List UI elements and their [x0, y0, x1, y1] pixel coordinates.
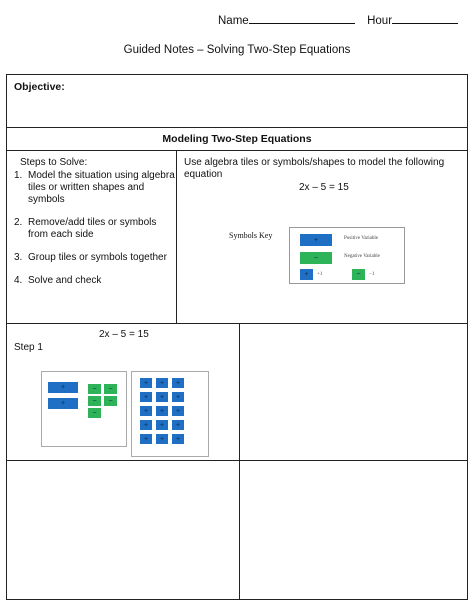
positive-variable-tile: +: [48, 398, 78, 409]
positive-unit-tile: +: [156, 378, 168, 388]
step-number: 1.: [14, 170, 23, 181]
step-number: 3.: [14, 252, 23, 263]
step-text: Remove/add tiles or symbols from each side: [28, 217, 157, 240]
objective-label: Objective:: [14, 81, 65, 93]
positive-unit-tile: +: [172, 406, 184, 416]
divider-work-area: [7, 323, 467, 324]
positive-unit-tile: +: [172, 434, 184, 444]
list-item: [14, 275, 176, 287]
name-label: Name: [218, 15, 249, 27]
positive-unit-tile: +: [156, 406, 168, 416]
positive-unit-tile: +: [140, 406, 152, 416]
negative-unit-tile: −: [352, 269, 365, 280]
divider-section: [7, 150, 467, 151]
positive-variable-tile: +: [300, 234, 332, 246]
divider-objective: [7, 127, 467, 128]
minus-one-label: −1: [369, 272, 375, 277]
positive-unit-tile: +: [140, 392, 152, 402]
positive-unit-tile: +: [300, 269, 313, 280]
header-line: [218, 14, 458, 27]
positive-unit-tile: +: [172, 392, 184, 402]
list-item: [14, 217, 176, 241]
step1-equation: 2x – 5 = 15: [99, 329, 149, 340]
step-number: 2.: [14, 217, 23, 228]
negative-unit-tile: −: [88, 384, 101, 394]
work-column-divider: [239, 323, 240, 599]
negative-variable-label: Negative Variable: [344, 254, 380, 259]
symbols-key: [289, 227, 405, 284]
list-item: [14, 170, 176, 206]
steps-to-solve: [14, 157, 176, 298]
negative-unit-tile: −: [88, 396, 101, 406]
step1-label: Step 1: [14, 342, 43, 353]
positive-unit-tile: +: [140, 420, 152, 430]
negative-unit-tile: −: [88, 408, 101, 418]
document-title: Guided Notes – Solving Two-Step Equations: [123, 44, 351, 56]
positive-unit-tile: +: [140, 434, 152, 444]
positive-unit-tile: +: [156, 434, 168, 444]
model-equation: 2x – 5 = 15: [299, 182, 349, 193]
symbols-key-title: Symbols Key: [229, 231, 273, 240]
steps-intro: Steps to Solve:: [20, 157, 88, 168]
notes-frame: [6, 74, 468, 600]
model-instruction: Use algebra tiles or symbols/shapes to model the following equation: [184, 157, 445, 180]
name-blank[interactable]: [249, 14, 355, 24]
step-text: Solve and check: [28, 275, 102, 286]
right-side-mat: [131, 371, 209, 457]
positive-variable-tile: +: [48, 382, 78, 393]
left-side-mat: [41, 371, 127, 447]
plus-one-label: +1: [317, 272, 323, 277]
divider-work-row: [7, 460, 467, 461]
step-number: 4.: [14, 275, 23, 286]
negative-unit-tile: −: [104, 384, 117, 394]
positive-unit-tile: +: [156, 420, 168, 430]
negative-variable-tile: −: [300, 252, 332, 264]
positive-unit-tile: +: [172, 378, 184, 388]
steps-column-divider: [176, 150, 177, 323]
positive-unit-tile: +: [172, 420, 184, 430]
step-text: Model the situation using algebra tiles or written shapes and symbols: [28, 170, 175, 205]
section-title: Modeling Two-Step Equations: [162, 133, 312, 145]
hour-blank[interactable]: [392, 14, 458, 24]
negative-unit-tile: −: [104, 396, 117, 406]
step-text: Group tiles or symbols together: [28, 252, 167, 263]
hour-label: Hour: [367, 15, 393, 27]
list-item: [14, 252, 176, 264]
positive-variable-label: Positive Variable: [344, 236, 378, 241]
positive-unit-tile: +: [140, 378, 152, 388]
steps-list: [14, 170, 176, 287]
positive-unit-tile: +: [156, 392, 168, 402]
